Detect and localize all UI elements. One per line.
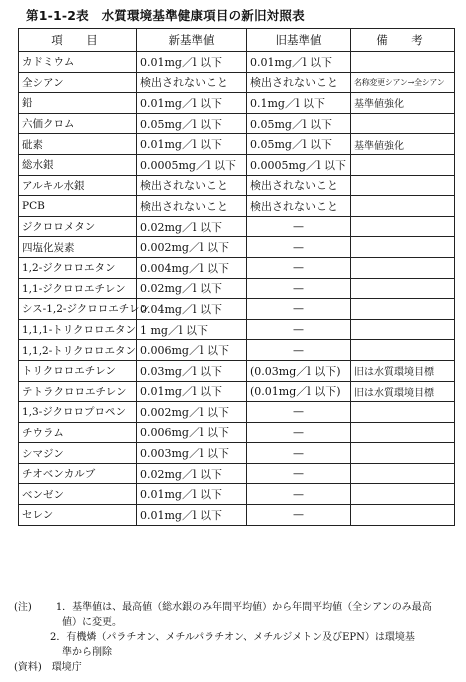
new-standard-cell: 検出されないこと [137, 175, 247, 196]
remark-cell [351, 216, 455, 237]
table-row [19, 402, 455, 423]
old-standard-cell: — [247, 278, 351, 299]
table-title: 第1-1-2表 水質環境基準健康項目の新旧対照表 [26, 8, 305, 23]
new-standard-cell: 0.02mg／l 以下 [137, 278, 247, 299]
note-2-line-2: 準から削除 [62, 647, 112, 658]
table-row [19, 340, 455, 361]
old-standard-cell: — [247, 299, 351, 320]
new-standard-cell: 0.03mg／l 以下 [137, 360, 247, 381]
old-standard-cell: — [247, 216, 351, 237]
header-old-standard: 旧基準値 [247, 29, 351, 52]
header-item: 項 目 [19, 29, 137, 52]
table-row [19, 299, 455, 320]
item-cell: PCB [19, 196, 137, 217]
new-standard-cell: 0.01mg／l 以下 [137, 93, 247, 114]
item-cell: 砒素 [19, 134, 137, 155]
item-cell: 総水銀 [19, 154, 137, 175]
table-row [19, 463, 455, 484]
table-row [19, 505, 455, 526]
new-standard-cell: 0.006mg／l 以下 [137, 340, 247, 361]
table-row [19, 72, 455, 93]
table-row [19, 360, 455, 381]
note-label: (注) [14, 602, 32, 613]
remark-cell [351, 175, 455, 196]
new-standard-cell: 0.05mg／l 以下 [137, 113, 247, 134]
new-standard-cell: 0.002mg／l 以下 [137, 237, 247, 258]
item-cell: トリクロロエチレン [19, 360, 137, 381]
old-standard-cell: 検出されないこと [247, 72, 351, 93]
remark-cell [351, 113, 455, 134]
table-header-row [19, 29, 455, 52]
old-standard-cell: 0.05mg／l 以下 [247, 134, 351, 155]
remark-cell: 名称変更シアン→全シアン [351, 72, 455, 93]
new-standard-cell: 0.01mg／l 以下 [137, 134, 247, 155]
new-standard-cell: 0.003mg／l 以下 [137, 443, 247, 464]
remark-cell [351, 257, 455, 278]
old-standard-cell: — [247, 484, 351, 505]
new-standard-cell: 0.04mg／l 以下 [137, 299, 247, 320]
item-cell: アルキル水銀 [19, 175, 137, 196]
item-cell: 1,1,2-トリクロロエタン [19, 340, 137, 361]
old-standard-cell: 0.1mg／l 以下 [247, 93, 351, 114]
table-row [19, 154, 455, 175]
old-standard-cell: (0.03mg／l 以下) [247, 360, 351, 381]
table-row [19, 196, 455, 217]
old-standard-cell: — [247, 422, 351, 443]
item-cell: ジクロロメタン [19, 216, 137, 237]
remark-cell [351, 278, 455, 299]
new-standard-cell: 0.002mg／l 以下 [137, 402, 247, 423]
remark-cell: 旧は水質環境目標 [351, 360, 455, 381]
table-row [19, 257, 455, 278]
item-cell: チウラム [19, 422, 137, 443]
note-2-line-1: 2．有機燐（パラチオン、メチルパラチオン、メチルジメトン及びEPN）は環境基 [50, 632, 415, 643]
old-standard-cell: — [247, 463, 351, 484]
comparison-table [18, 28, 455, 526]
new-standard-cell: 0.006mg／l 以下 [137, 422, 247, 443]
old-standard-cell: — [247, 237, 351, 258]
table-row [19, 216, 455, 237]
old-standard-cell: 0.05mg／l 以下 [247, 113, 351, 134]
old-standard-cell: — [247, 340, 351, 361]
table-row [19, 319, 455, 340]
item-cell: シマジン [19, 443, 137, 464]
remark-cell [351, 196, 455, 217]
remark-cell [351, 299, 455, 320]
table-row [19, 175, 455, 196]
old-standard-cell: — [247, 319, 351, 340]
new-standard-cell: 検出されないこと [137, 72, 247, 93]
new-standard-cell: 1 mg／l 以下 [137, 319, 247, 340]
table-row [19, 134, 455, 155]
remark-cell [351, 443, 455, 464]
old-standard-cell: — [247, 402, 351, 423]
item-cell: セレン [19, 505, 137, 526]
source-line: (資料) 環境庁 [14, 662, 82, 673]
item-cell: 1,3-ジクロロプロペン [19, 402, 137, 423]
new-standard-cell: 検出されないこと [137, 196, 247, 217]
new-standard-cell: 0.02mg／l 以下 [137, 216, 247, 237]
table-row [19, 278, 455, 299]
remark-cell: 基準値強化 [351, 93, 455, 114]
table-row [19, 422, 455, 443]
item-cell: 四塩化炭素 [19, 237, 137, 258]
item-cell: 1,2-ジクロロエタン [19, 257, 137, 278]
table-row [19, 484, 455, 505]
header-new-standard: 新基準値 [137, 29, 247, 52]
old-standard-cell: (0.01mg／l 以下) [247, 381, 351, 402]
new-standard-cell: 0.01mg／l 以下 [137, 505, 247, 526]
footnotes [14, 600, 460, 675]
note-1-line-2: 値）に変更。 [62, 617, 122, 628]
table-row [19, 93, 455, 114]
table-row [19, 381, 455, 402]
table-row [19, 52, 455, 73]
item-cell: チオベンカルブ [19, 463, 137, 484]
old-standard-cell: 0.01mg／l 以下 [247, 52, 351, 73]
remark-cell [351, 463, 455, 484]
item-cell: 六価クロム [19, 113, 137, 134]
old-standard-cell: — [247, 505, 351, 526]
item-cell: テトラクロロエチレン [19, 381, 137, 402]
remark-cell [351, 422, 455, 443]
old-standard-cell: 検出されないこと [247, 175, 351, 196]
new-standard-cell: 0.01mg／l 以下 [137, 484, 247, 505]
table-row [19, 113, 455, 134]
item-cell: 全シアン [19, 72, 137, 93]
old-standard-cell: 検出されないこと [247, 196, 351, 217]
old-standard-cell: — [247, 257, 351, 278]
new-standard-cell: 0.0005mg／l 以下 [137, 154, 247, 175]
old-standard-cell: 0.0005mg／l 以下 [247, 154, 351, 175]
new-standard-cell: 0.004mg／l 以下 [137, 257, 247, 278]
table-body [19, 52, 455, 526]
remark-cell [351, 505, 455, 526]
header-remarks: 備 考 [351, 29, 455, 52]
remark-cell [351, 52, 455, 73]
item-cell: カドミウム [19, 52, 137, 73]
item-cell: シス-1,2-ジクロロエチレン [19, 299, 137, 320]
remark-cell: 基準値強化 [351, 134, 455, 155]
remark-cell [351, 154, 455, 175]
item-cell: 1,1-ジクロロエチレン [19, 278, 137, 299]
note-1 [14, 600, 460, 615]
item-cell: 1,1,1-トリクロロエタン [19, 319, 137, 340]
remark-cell [351, 319, 455, 340]
new-standard-cell: 0.01mg／l 以下 [137, 52, 247, 73]
new-standard-cell: 0.01mg／l 以下 [137, 381, 247, 402]
table-row [19, 237, 455, 258]
item-cell: 鉛 [19, 93, 137, 114]
note-1-line-1: 1．基準値は、最高値（総水銀のみ年間平均値）から年間平均値（全シアンのみ最高 [55, 602, 432, 613]
new-standard-cell: 0.02mg／l 以下 [137, 463, 247, 484]
remark-cell [351, 484, 455, 505]
old-standard-cell: — [247, 443, 351, 464]
remark-cell [351, 340, 455, 361]
remark-cell [351, 237, 455, 258]
table-row [19, 443, 455, 464]
item-cell: ベンゼン [19, 484, 137, 505]
remark-cell [351, 402, 455, 423]
remark-cell: 旧は水質環境目標 [351, 381, 455, 402]
